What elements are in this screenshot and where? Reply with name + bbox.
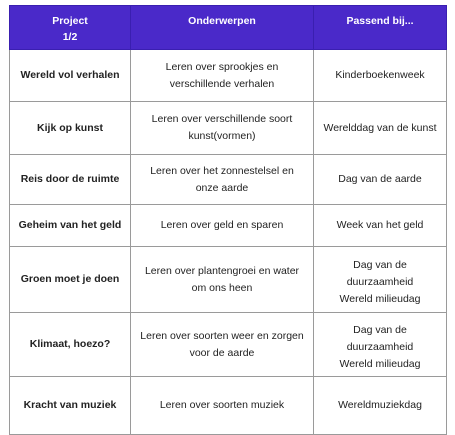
topic-cell (131, 102, 314, 155)
fit-line: Wereld milieudag (339, 292, 421, 305)
topic-cell: Leren over soorten muziek (131, 377, 314, 435)
projects-table (9, 5, 447, 435)
table-row (10, 102, 447, 155)
project-name: Kijk op kunst (10, 102, 131, 155)
header-project (10, 6, 131, 50)
project-name: Reis door de ruimte (10, 155, 131, 205)
topic-line: Leren over het zonnestelsel en (150, 164, 294, 177)
table-row (10, 247, 447, 313)
table-row (10, 377, 447, 435)
fit-cell: Kinderboekenweek (314, 50, 447, 102)
header-fits: Passend bij... (314, 6, 447, 50)
header-page-indicator: 1/2 (62, 31, 78, 43)
table-row (10, 155, 447, 205)
project-name: Klimaat, hoezo? (10, 313, 131, 377)
table-row (10, 50, 447, 102)
project-name: Groen moet je doen (10, 247, 131, 313)
topic-line: kunst(vormen) (188, 130, 256, 142)
project-name: Kracht van muziek (10, 377, 131, 435)
table-header-row (10, 6, 447, 50)
topic-cell: Leren over geld en sparen (131, 205, 314, 247)
table-row (10, 205, 447, 247)
header-topics: Onderwerpen (131, 6, 314, 50)
fit-line: Dag van de duurzaamheid (346, 258, 414, 288)
topic-cell (131, 155, 314, 205)
fit-cell: Week van het geld (314, 205, 447, 247)
fit-cell (314, 313, 447, 377)
topic-line: Leren over plantengroei en water (144, 264, 300, 277)
topic-line: Leren over verschillende soort (151, 113, 293, 125)
topic-line: voor de aarde (189, 346, 255, 359)
header-project-label: Project (52, 15, 88, 27)
topic-line: verschillende verhalen (169, 77, 275, 90)
topic-cell (131, 313, 314, 377)
topic-cell (131, 50, 314, 102)
topic-cell (131, 247, 314, 313)
topic-line: Leren over sprookjes en (165, 60, 279, 73)
table-row (10, 313, 447, 377)
project-name: Wereld vol verhalen (10, 50, 131, 102)
fit-cell: Dag van de aarde (314, 155, 447, 205)
fit-line: Dag van de duurzaamheid (346, 323, 414, 353)
fit-cell (314, 247, 447, 313)
fit-cell: Wereldmuziekdag (314, 377, 447, 435)
fit-line: Wereld milieudag (339, 357, 421, 370)
project-name: Geheim van het geld (10, 205, 131, 247)
topic-line: om ons heen (191, 281, 253, 294)
topic-line: onze aarde (195, 181, 249, 194)
fit-cell: Werelddag van de kunst (314, 102, 447, 155)
topic-line: Leren over soorten weer en zorgen (140, 329, 304, 342)
